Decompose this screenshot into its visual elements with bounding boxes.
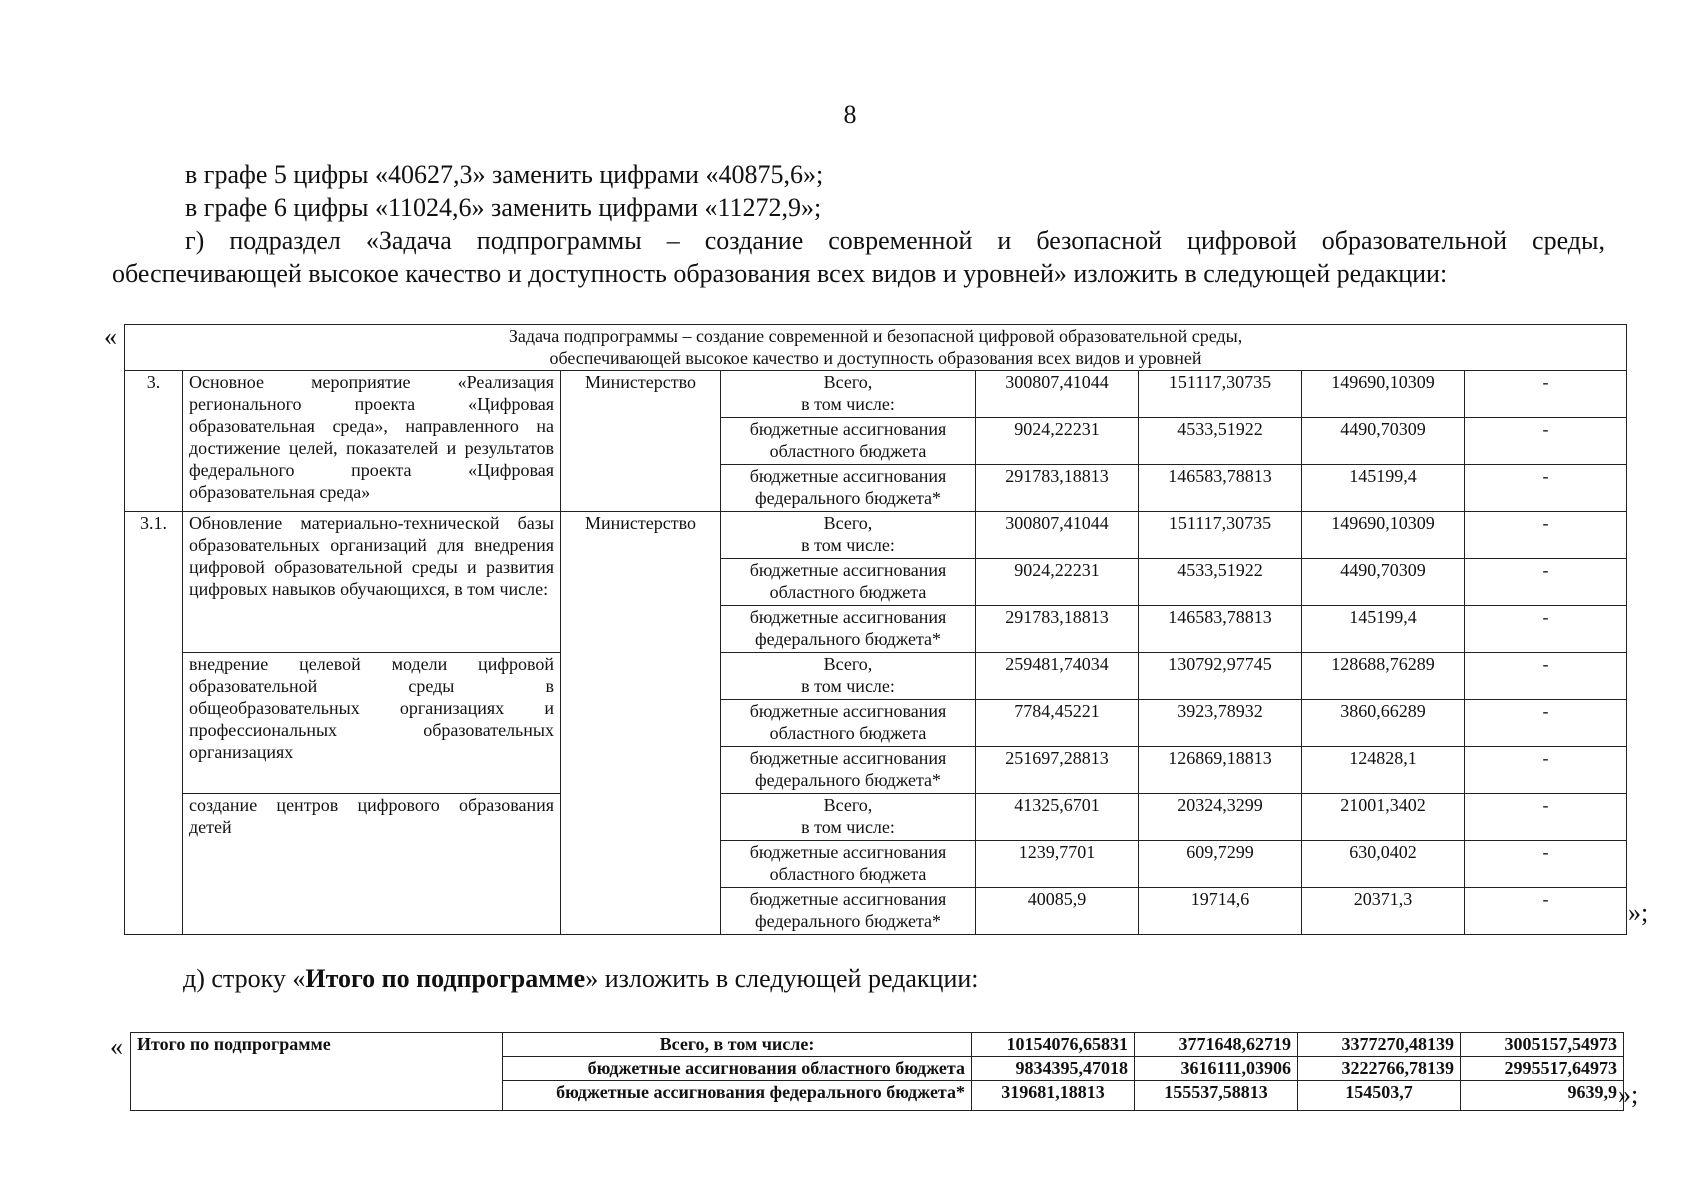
value-cell: 319681,18813: [972, 1081, 1135, 1111]
value-cell: 10154076,65831: [972, 1033, 1135, 1057]
label-federal: бюджетные ассигнования федерального бюджета*: [721, 888, 976, 935]
dash-cell: -: [1465, 747, 1627, 794]
row-number: 3.: [125, 371, 183, 512]
total-title: Итого по подпрограмме: [131, 1033, 503, 1111]
value-cell: 3377270,48139: [1298, 1033, 1461, 1057]
open-quote: «: [104, 322, 117, 351]
dash-cell: -: [1465, 559, 1627, 606]
row-description: Обновление материально-технической базы образовательных организаций для внедрения цифровой образовательной среды и развития цифровых навыков обучающихся, в том числе:: [183, 512, 561, 653]
label-total: Всего, в том числе:: [721, 512, 976, 559]
dash-cell: -: [1465, 653, 1627, 700]
dash-cell: -: [1465, 841, 1627, 888]
value-cell: 2995517,64973: [1461, 1057, 1624, 1081]
table-row: [125, 794, 1627, 841]
dash-cell: -: [1465, 512, 1627, 559]
task-header-line1: Задача подпрограммы – создание современной и безопасной цифровой образовательной среды,: [508, 326, 1243, 346]
row-executor: Министерство: [561, 371, 721, 512]
paragraph-column-5: в графе 5 цифры «40627,3» заменить цифрами «40875,6»;: [185, 160, 824, 189]
value-cell: 251697,28813: [976, 747, 1139, 794]
label-regional: бюджетные ассигнования областного бюджета: [721, 559, 976, 606]
value-cell: 21001,3402: [1302, 794, 1465, 841]
value-cell: 146583,78813: [1139, 465, 1302, 512]
value-cell: 151117,30735: [1139, 512, 1302, 559]
value-cell: 7784,45221: [976, 700, 1139, 747]
value-cell: 41325,6701: [976, 794, 1139, 841]
label-regional: бюджетные ассигнования областного бюджета: [721, 841, 976, 888]
label-federal: бюджетные ассигнования федерального бюджета*: [721, 606, 976, 653]
open-quote: «: [110, 1032, 123, 1061]
value-cell: 259481,74034: [976, 653, 1139, 700]
dash-cell: -: [1465, 794, 1627, 841]
row-description: создание центров цифрового образования детей: [183, 794, 561, 935]
p5-bold: Итого по подпрограмме: [305, 964, 586, 993]
value-cell: 155537,58813: [1135, 1081, 1298, 1111]
value-cell: 4533,51922: [1139, 418, 1302, 465]
value-cell: 291783,18813: [976, 606, 1139, 653]
value-cell: 4533,51922: [1139, 559, 1302, 606]
value-cell: 154503,7: [1298, 1081, 1461, 1111]
value-cell: 4490,70309: [1302, 418, 1465, 465]
value-cell: 3923,78932: [1139, 700, 1302, 747]
paragraph-subsection-g-line2: обеспечивающей высокое качество и доступность образования всех видов и уровней» изложить в следующей редакции:: [112, 259, 1448, 288]
task-header-line2: обеспечивающей высокое качество и доступность образования всех видов и уровней: [549, 348, 1202, 368]
dash-cell: -: [1465, 888, 1627, 935]
value-cell: 40085,9: [976, 888, 1139, 935]
value-cell: 609,7299: [1139, 841, 1302, 888]
subprogram-total-table: [130, 1032, 1624, 1111]
value-cell: 300807,41044: [976, 512, 1139, 559]
p5-prefix: д) строку «: [183, 964, 306, 993]
dash-cell: -: [1465, 465, 1627, 512]
close-quote: »;: [1618, 1080, 1639, 1109]
value-cell: 9639,9: [1461, 1081, 1624, 1111]
value-cell: 3860,66289: [1302, 700, 1465, 747]
value-cell: 126869,18813: [1139, 747, 1302, 794]
label-total: Всего, в том числе:: [721, 794, 976, 841]
value-cell: 149690,10309: [1302, 512, 1465, 559]
paragraph-column-6: в графе 6 цифры «11024,6» заменить цифрами «11272,9»;: [185, 193, 822, 222]
regional-row-label: бюджетные ассигнования областного бюджета: [503, 1057, 972, 1081]
value-cell: 3222766,78139: [1298, 1057, 1461, 1081]
p5-suffix: » изложить в следующей редакции:: [585, 964, 979, 993]
dash-cell: -: [1465, 606, 1627, 653]
paragraph-subsection-g-line1: г) подраздел «Задача подпрограммы – создание современной и безопасной цифровой образовательной среды,: [185, 226, 1605, 255]
federal-row-label: бюджетные ассигнования федерального бюджета*: [503, 1081, 972, 1111]
label-regional: бюджетные ассигнования областного бюджета: [721, 700, 976, 747]
value-cell: 128688,76289: [1302, 653, 1465, 700]
paragraph-subsection-d: [183, 962, 979, 995]
value-cell: 630,0402: [1302, 841, 1465, 888]
value-cell: 9024,22231: [976, 559, 1139, 606]
dash-cell: -: [1465, 418, 1627, 465]
value-cell: 145199,4: [1302, 465, 1465, 512]
value-cell: 130792,97745: [1139, 653, 1302, 700]
value-cell: 9834395,47018: [972, 1057, 1135, 1081]
value-cell: 151117,30735: [1139, 371, 1302, 418]
label-federal: бюджетные ассигнования федерального бюджета*: [721, 747, 976, 794]
value-cell: 3616111,03906: [1135, 1057, 1298, 1081]
value-cell: 146583,78813: [1139, 606, 1302, 653]
table-row: [125, 653, 1627, 700]
value-cell: 4490,70309: [1302, 559, 1465, 606]
label-total: Всего, в том числе:: [721, 371, 976, 418]
dash-cell: -: [1465, 371, 1627, 418]
value-cell: 20371,3: [1302, 888, 1465, 935]
row-executor: Министерство: [561, 512, 721, 935]
table-row: [131, 1033, 1624, 1057]
close-quote: »;: [1628, 898, 1649, 927]
row-number: 3.1.: [125, 512, 183, 935]
dash-cell: -: [1465, 700, 1627, 747]
value-cell: 291783,18813: [976, 465, 1139, 512]
value-cell: 9024,22231: [976, 418, 1139, 465]
label-federal: бюджетные ассигнования федерального бюджета*: [721, 465, 976, 512]
value-cell: 149690,10309: [1302, 371, 1465, 418]
value-cell: 19714,6: [1139, 888, 1302, 935]
row-description: внедрение целевой модели цифровой образовательной среды в общеобразовательных организациях и профессиональных образовательных организациях: [183, 653, 561, 794]
task-header: [125, 325, 1627, 371]
total-row-label: Всего, в том числе:: [503, 1033, 972, 1057]
value-cell: 3771648,62719: [1135, 1033, 1298, 1057]
value-cell: 300807,41044: [976, 371, 1139, 418]
label-regional: бюджетные ассигнования областного бюджета: [721, 418, 976, 465]
value-cell: 3005157,54973: [1461, 1033, 1624, 1057]
row-description: Основное мероприятие «Реализация регионального проекта «Цифровая образовательная среда», направленного на достижение целей, показателей и результатов федерального проекта «Цифровая образовательная среда»: [183, 371, 561, 512]
value-cell: 1239,7701: [976, 841, 1139, 888]
page-number: 8: [843, 100, 857, 129]
label-total: Всего, в том числе:: [721, 653, 976, 700]
table-row: [125, 371, 1627, 418]
value-cell: 20324,3299: [1139, 794, 1302, 841]
value-cell: 145199,4: [1302, 606, 1465, 653]
value-cell: 124828,1: [1302, 747, 1465, 794]
subprogram-task-table: [124, 324, 1627, 935]
table-row: [125, 512, 1627, 559]
